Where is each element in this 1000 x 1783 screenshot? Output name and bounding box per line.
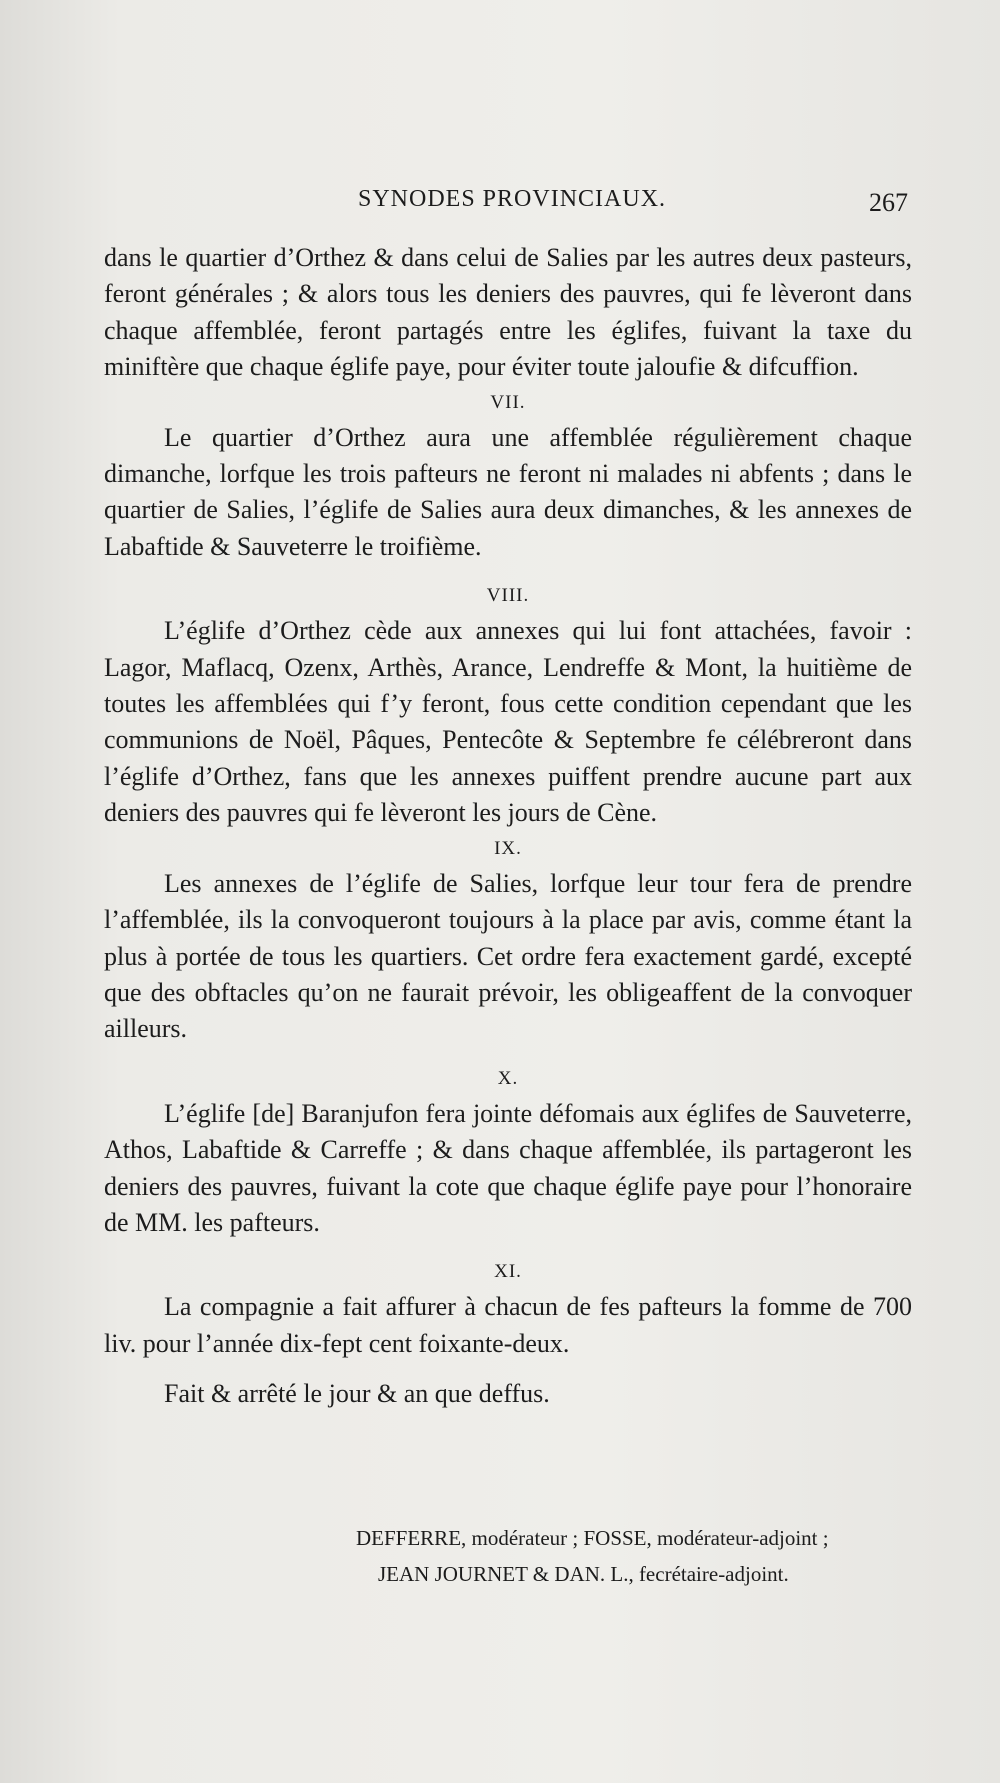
page-number: 267 (869, 188, 908, 217)
running-head: SYNODES PROVINCIAUX. (358, 186, 667, 212)
signature-line-1: DEFFERRE, modérateur ; FOSSE, modérateur-adjoint ; (356, 1526, 829, 1550)
closing-statement: Fait & arrêté le jour & an que deffus. (164, 1379, 550, 1409)
signature-line-2: JEAN JOURNET & DAN. L., fecrétaire-adjoint. (378, 1562, 789, 1586)
article-viii-text: L’églife d’Orthez cède aux annexes qui lui font attachées, favoir : Lagor, Maflacq, Ozenx, Arthès, Arance, Lendreffe & Mont, la huitième de toutes les affemblées qui f’y feront, fous cette condition cependant que les communions de Noël, Pâques, Pentecôte & Septembre fe célébreront dans l’églife d’Orthez, fans que les annexes puiffent prendre aucune part aux deniers des pauvres qui fe lèveront les jours de Cène. (104, 616, 912, 828)
section-number-viii: VIII. (486, 585, 530, 607)
page-header (108, 186, 908, 226)
section-number-xi: XI. (494, 1261, 522, 1283)
article-vii-text: Le quartier d’Orthez aura une affemblée régulièrement chaque dimanche, lorfque les trois pafteurs ne feront ni malades ni abfents ; dans le quartier de Salies, l’églife de Salies aura deux dimanches, & les annexes de Labaftide & Sauveterre le troifième. (104, 422, 912, 561)
signature-block (356, 1520, 916, 1592)
section-number-vii: VII. (490, 391, 526, 413)
article-ix-text: Les annexes de l’églife de Salies, lorfque leur tour fera de prendre l’affemblée, ils la convoqueront toujours à la place par avis, comme étant la plus à portée de tous les quartiers. Cet ordre fera exactement gardé, excepté que des obftacles qu’on ne faurait prévoir, les obligeaffent de la convoquer ailleurs. (104, 868, 912, 1044)
section-number-x: X. (497, 1067, 519, 1089)
article-x-text: L’églife [de] Baranjufon fera jointe défomais aux églifes de Sauveterre, Athos, Labaftide & Carreffe ; & dans chaque affemblée, ils partageront les deniers des pauvres, fuivant la cote que chaque églife paye pour l’honoraire de MM. les pafteurs. (104, 1098, 912, 1237)
paragraph-continued: dans le quartier d’Orthez & dans celui de Salies par les autres deux pasteurs, feront générales ; & alors tous les deniers des pauvres, qui fe lèveront dans chaque affemblée, feront partagés entre les églifes, fuivant la taxe du miniftère que chaque églife paye, pour éviter toute jaloufie & difcuffion. (104, 243, 912, 382)
section-number-ix: IX. (494, 837, 522, 859)
page-body (104, 240, 912, 1413)
article-xi-text: La compagnie a fait affurer à chacun de fes pafteurs la fomme de 700 liv. pour l’année dix-fept cent foixante-deux. (104, 1292, 912, 1358)
